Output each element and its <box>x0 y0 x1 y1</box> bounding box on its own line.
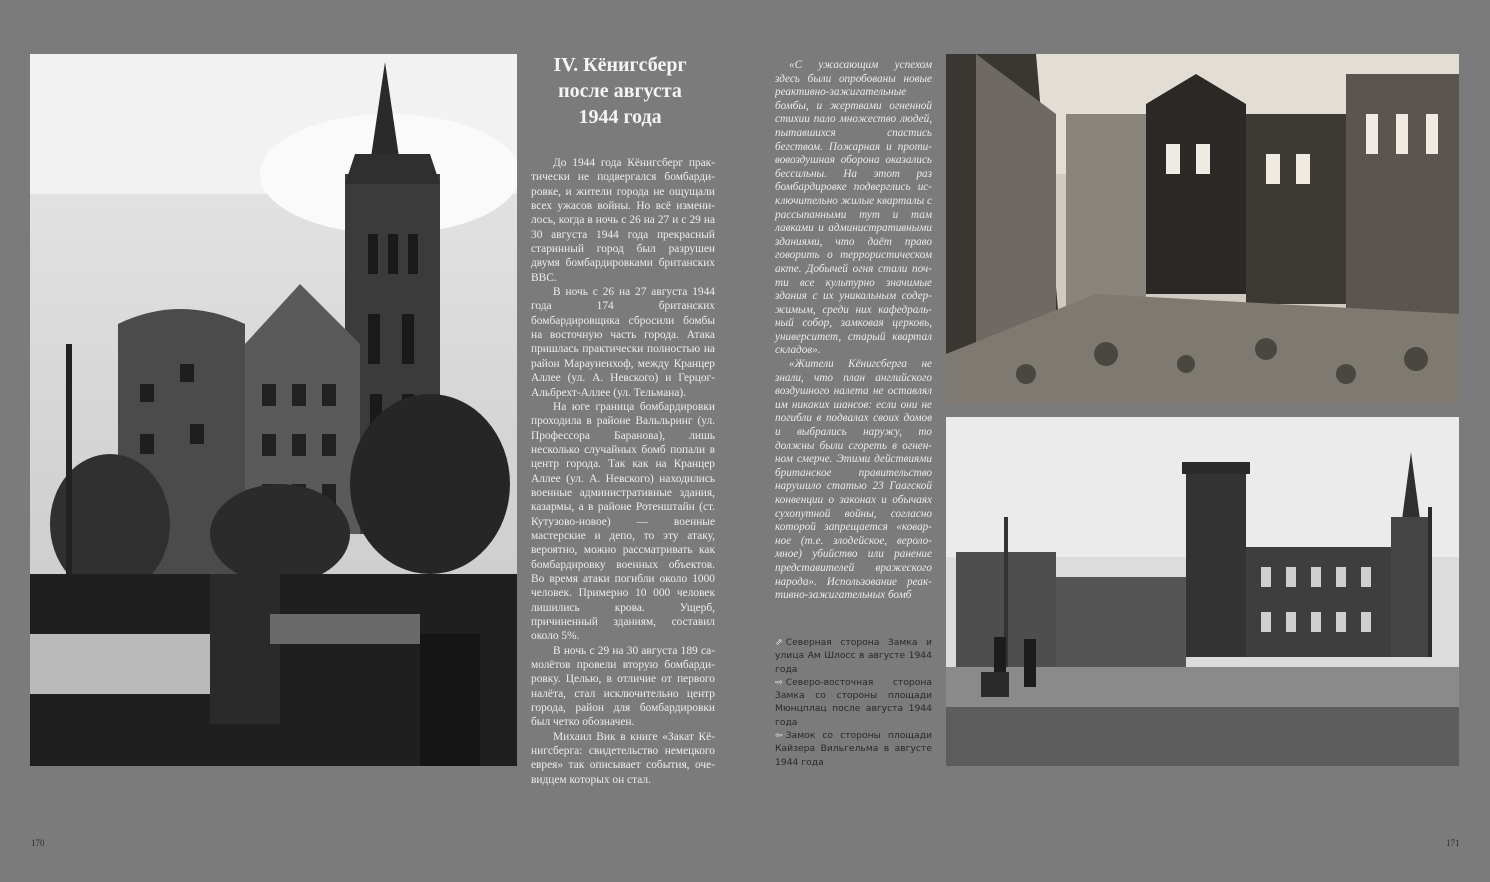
photo-kaiser-wilhelm-square <box>946 417 1459 766</box>
caption-item <box>775 636 932 676</box>
page-number-left: 170 <box>31 838 45 848</box>
photo-castle-north-side <box>30 54 517 766</box>
caption-item <box>775 729 932 769</box>
quote-paragraph: «С ужасающим успехом здесь были опробованы новые реактивно-зажигательные бомбы, и жертвами огненной стихии пало множество людей, пытавшихся спастись бегством. Пожарная и противовоздушная оборона оказались бессильны. На этот раз бомбардировке подверглись исключительно жилые кварталы с рассыпанными тут и там лавками и административными зданиями, что даёт право говорить о террористическом акте. Добычей огня стали почти все культурно значимые здания с их уникальным содержимым, среди них кафедральный собор, замковая церковь, университет, старый квартал складов». <box>775 59 932 357</box>
main-paragraph: Михаил Вик в книге «Закат Кёнигсберга: свидетельство немецкого еврея» так описывает события, очевидцем которых он стал. <box>531 730 715 786</box>
main-paragraph: На юге граница бомбардировки проходила в районе Вальльринг (ул. Профессора Баранова), лишь несколько случайных бомб попали в центр города. Так как на Кранцер Аллее (ул. А. Невского) находились военные административные здания, казармы, а в районе Ротенштайн (ст. Кутузово-новое) — военные мастерские и депо, то эту атаку, вероятно, можно рассматривать как бомбардировку военных объектов. Во время атаки погибли около 1000 человек. Примерно 10 000 человек лишились крова. Ущерб, причиненный зданиям, составил около 5%. <box>531 400 715 643</box>
page-number-right: 171 <box>1446 838 1460 848</box>
chapter-title-line-2: после августа <box>558 80 682 102</box>
arrow-up-left-icon: ⇗ <box>775 637 783 648</box>
main-paragraph: В ночь с 26 на 27 августа 1944 года 174 британских бомбардировщика сбросили бомбы на восточную часть города. Атака пришлась практически полностью на район Марауненхоф, между Кранцер Аллее (ул. А. Невского) и Герцог-Альбрехт-Аллее (ул. Тельмана). <box>531 286 715 399</box>
caption-item <box>775 676 932 729</box>
chapter-title-line-1: IV. Кёнигсберг <box>553 54 687 76</box>
quote-text-column <box>775 59 932 603</box>
caption-text: Северная сторона Замка и улица Ам Шлосс в августе 1944 года <box>775 637 932 675</box>
chapter-title-line-3: 1944 года <box>578 106 662 128</box>
caption-text: Северо-восточная сторона Замка со стороны площади Мюнцплац после августа 1944 года <box>775 676 932 728</box>
main-text-column <box>531 156 715 787</box>
caption-text: Замок со стороны площади Кайзера Вильгельма в августе 1944 года <box>775 730 932 768</box>
arrow-right-icon: ⇨ <box>775 676 783 688</box>
quote-paragraph: «Жители Кёнигсберга не знали, что план английского воздушного налета не оставлял им никаких шансов: если они не погибли в подвалах своих домов и выбрались наружу, то должны были сгореть в огненном смерче. Этими действиями британское правительство нарушило статью 23 Гаагской конвенции о законах и обычаях сухопутной войны, согласно которой запрещается «коварное (т.е. злодейское, вероломное) убийство или ранение представителей вражеского народа». Использование реактивно-зажигательных бомб <box>775 358 932 602</box>
photo-ruins-muenzplatz <box>946 54 1459 403</box>
arrow-left-icon: ⇦ <box>775 730 783 742</box>
main-paragraph: До 1944 года Кёнигсберг практически не подвергался бомбардировке, и жители города не ощущали всех ужасов войны. Но всё изменилось, когда в ночь с 26 на 27 и с 29 на 30 августа 1944 года прекрасный старинный город был разрушен двумя бомбардировками британских ВВС. <box>531 157 715 284</box>
chapter-title <box>522 52 718 130</box>
main-paragraph: В ночь с 29 на 30 августа 189 самолётов провели вторую бомбардировку. Целью, в отличие от первого налёта, стал исключительно центр города, район для бомбардировки был четко обозначен. <box>531 644 715 729</box>
photo-captions <box>775 636 932 769</box>
